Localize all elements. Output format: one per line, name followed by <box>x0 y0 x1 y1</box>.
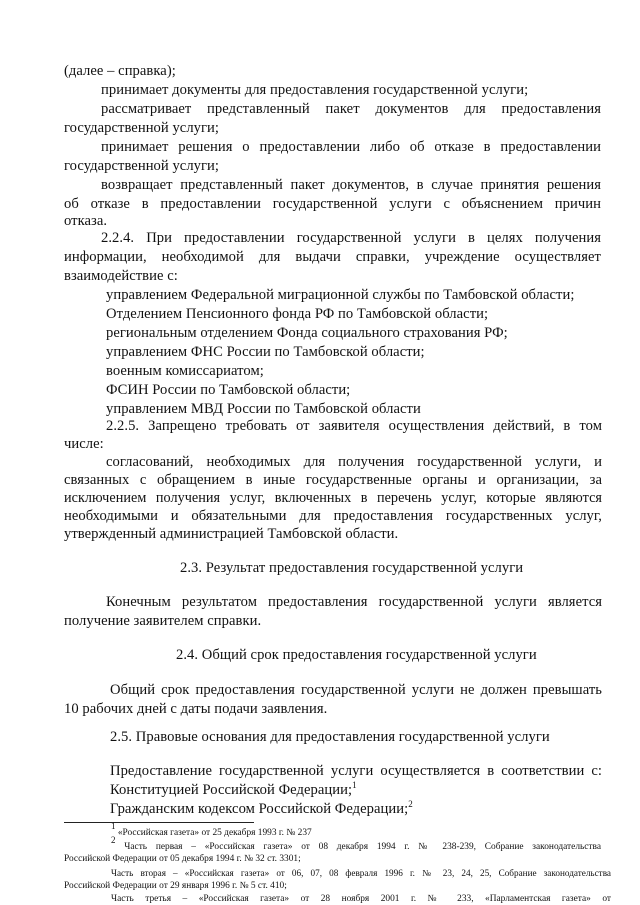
list-item: согласований, необходимых для получения государственной услуги, и <box>106 454 602 470</box>
footnote-1 <box>111 821 312 839</box>
text-line: Конечным результатом предоставления государственной услуги является <box>106 594 602 610</box>
footnote-text: Часть третья – «Российская газета» от 28 ноября 2001 г. № 233, «Парламентская газета» от <box>111 894 611 904</box>
footnote-text: Часть первая – «Российская газета» от 08 декабря 1994 г. № 238-239, Собрание законодательства <box>124 842 601 852</box>
text-line: взаимодействие с: <box>64 268 178 284</box>
list-item: региональным отделением Фонда социального страхования РФ; <box>106 325 508 341</box>
list-item: принимает документы для предоставления государственной услуги; <box>101 82 529 98</box>
footnote-2 <box>111 835 601 853</box>
text-line: утвержденный администрацией Тамбовской области. <box>64 526 399 542</box>
text-line: связанных с обращением в иные государственные органы и организации, за <box>64 472 602 488</box>
paragraph-2-2-4: 2.2.4. При предоставлении государственной услуги в целях получения <box>101 230 601 246</box>
list-item <box>110 800 413 819</box>
section-heading-2-4: 2.4. Общий срок предоставления государственной услуги <box>176 647 537 663</box>
footnote-text: «Российская газета» от 25 декабря 1993 г. № 237 <box>117 828 312 838</box>
section-heading-2-3: 2.3. Результат предоставления государственной услуги <box>180 560 524 576</box>
list-item: ФСИН России по Тамбовской области; <box>106 382 351 398</box>
text-line: государственной услуги; <box>64 158 220 174</box>
paragraph-2-2-5: 2.2.5. Запрещено требовать от заявителя осуществления действий, в том <box>106 418 602 434</box>
list-item: возвращает представленный пакет документов, в случае принятия решения <box>101 177 601 193</box>
footnote-ref: 1 <box>352 780 357 790</box>
list-item: рассматривает представленный пакет документов для предоставления <box>101 101 601 117</box>
text-line: информации, необходимой для выдачи справки, учреждение осуществляет <box>64 249 601 265</box>
text-line: отказа. <box>64 213 108 229</box>
list-item: управлением МВД России по Тамбовской области <box>106 401 421 417</box>
text-line: получение заявителем справки. <box>64 613 262 629</box>
text-line: государственной услуги; <box>64 120 220 136</box>
list-item <box>110 781 357 800</box>
list-item: управлением Федеральной миграционной службы по Тамбовской области; <box>106 287 575 303</box>
footnote-mark: 1 <box>111 821 116 831</box>
text-line: 10 рабочих дней с даты подачи заявления. <box>64 701 328 717</box>
footnote-mark: 2 <box>111 835 116 845</box>
text-line: Общий срок предоставления государственной услуги не должен превышать <box>110 682 602 698</box>
text-line: необходимыми и обязательными для предоставления государственных услуг, <box>64 508 602 524</box>
section-heading-2-5: 2.5. Правовые основания для предоставления государственной услуги <box>110 729 550 745</box>
footnote-ref: 2 <box>408 799 413 809</box>
text-line: (далее – справка); <box>64 63 176 79</box>
footnote-separator <box>64 822 254 823</box>
text-line: Предоставление государственной услуги осуществляется в соответствии с: <box>110 763 602 779</box>
text-line: числе: <box>64 436 104 452</box>
list-item: принимает решения о предоставлении либо об отказе в предоставлении <box>101 139 601 155</box>
list-item: управлением ФНС России по Тамбовской области; <box>106 344 425 360</box>
list-item: Отделением Пенсионного фонда РФ по Тамбовской области; <box>106 306 489 322</box>
text-line: исключением получения услуг, включенных в перечень услуг, которые являются <box>64 490 602 506</box>
text-line: об отказе в предоставлении государственной услуги с объяснением причин <box>64 196 601 212</box>
footnote-text: Часть вторая – «Российская газета» от 06, 07, 08 февраля 1996 г. № 23, 24, 25, Собрание законодательства <box>111 868 611 878</box>
footnote-text: Российской Федерации от 29 января 1996 г. № 5 ст. 410; <box>64 881 287 891</box>
list-item: военным комиссариатом; <box>106 363 264 379</box>
list-item-label: Конституцией Российской Федерации; <box>110 782 353 798</box>
footnote-text: Российской Федерации от 05 декабря 1994 г. № 32 ст. 3301; <box>64 854 301 864</box>
list-item-label: Гражданским кодексом Российской Федерации; <box>110 801 409 817</box>
